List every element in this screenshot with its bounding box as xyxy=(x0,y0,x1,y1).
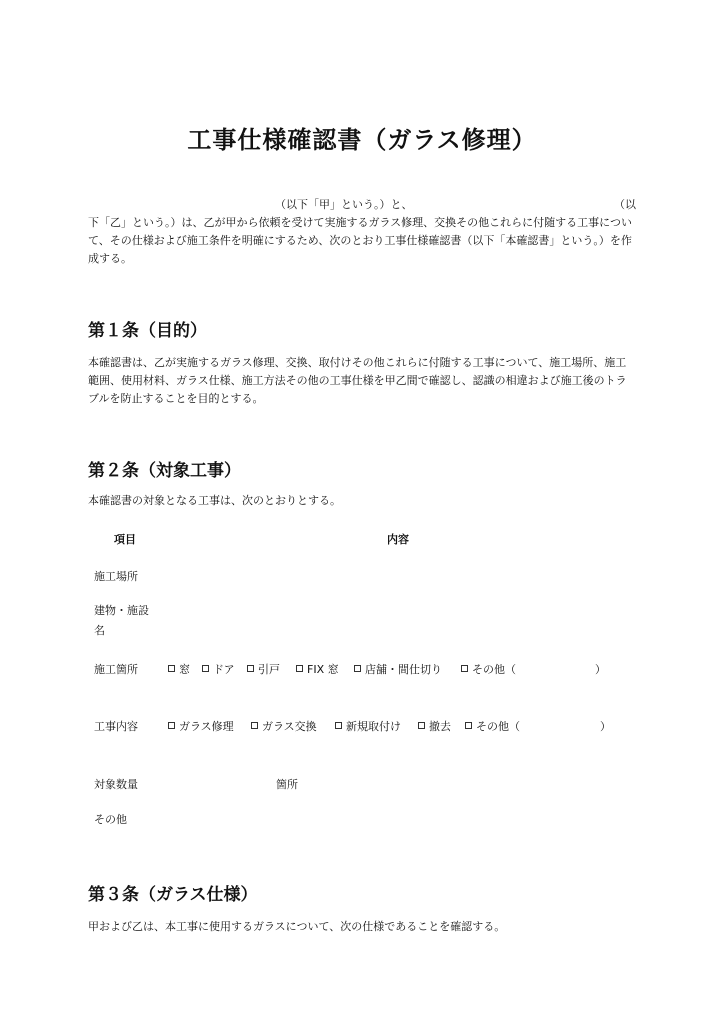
checkbox-icon xyxy=(461,665,468,672)
row-label-quantity: 対象数量 xyxy=(94,778,138,791)
table-header-content: 内容 xyxy=(387,533,409,546)
checkbox-icon xyxy=(296,665,303,672)
area-option-window[interactable]: 窓 xyxy=(168,661,190,677)
area-option-sliding-door[interactable]: 引戸 xyxy=(247,661,280,677)
intro-paragraph: 下「乙」という。）は、乙が甲から依頼を受けて実施するガラス修理、交換その他これらに付随する工事について、その仕様および施工条件を明確にするため、次のとおり工事仕様確認書（以下「本確認書」という。）を作成する。 xyxy=(88,216,632,265)
area-option-fix-window[interactable]: FIX 窓 xyxy=(296,661,339,677)
area-option-other[interactable]: その他（ xyxy=(461,661,516,677)
work-option-removal[interactable]: 撤去 xyxy=(418,718,451,734)
row-label-building: 建物・施設 xyxy=(94,604,149,617)
intro-party-b-open: （以 xyxy=(614,198,636,211)
row-label-building-cont: 名 xyxy=(94,624,105,637)
article-3-heading: 第３条（ガラス仕様） xyxy=(88,885,258,905)
checkbox-icon xyxy=(335,722,342,729)
checkbox-icon xyxy=(251,722,258,729)
article-1-heading: 第１条（目的） xyxy=(88,321,207,341)
checkbox-icon xyxy=(168,722,175,729)
work-option-replace[interactable]: ガラス交換 xyxy=(251,718,317,734)
row-label-work: 工事内容 xyxy=(94,720,138,733)
checkbox-icon xyxy=(465,722,472,729)
area-option-door[interactable]: ドア xyxy=(202,661,235,677)
checkbox-icon xyxy=(418,722,425,729)
row-label-other: その他 xyxy=(94,813,127,826)
area-option-store-partition[interactable]: 店舗・間仕切り xyxy=(354,661,442,677)
checkbox-icon xyxy=(247,665,254,672)
checkbox-icon xyxy=(202,665,209,672)
work-other-close: ） xyxy=(600,720,611,733)
document-title: 工事仕様確認書（ガラス修理） xyxy=(187,126,537,154)
row-label-location: 施工場所 xyxy=(94,570,138,583)
work-option-other[interactable]: その他（ xyxy=(465,718,520,734)
checkbox-icon xyxy=(354,665,361,672)
row-label-area: 施工箇所 xyxy=(94,663,138,676)
article-2-text: 本確認書の対象となる工事は、次のとおりとする。 xyxy=(88,494,341,507)
intro-party-a: （以下「甲」という。）と、 xyxy=(275,198,413,211)
article-1-text: 本確認書は、乙が実施するガラス修理、交換、取付けその他これらに付随する工事について、施工場所、施工範囲、使用材料、ガラス仕様、施工方法その他の工事仕様を甲乙間で確認し、認識の相違および施工後のトラブルを防止することを目的とする。 xyxy=(88,356,627,405)
article-2-heading: 第２条（対象工事） xyxy=(88,461,241,481)
work-option-repair[interactable]: ガラス修理 xyxy=(168,718,234,734)
quantity-unit: 箇所 xyxy=(276,778,298,791)
area-other-close: ） xyxy=(595,663,606,676)
article-3-text: 甲および乙は、本工事に使用するガラスについて、次の仕様であることを確認する。 xyxy=(88,920,506,933)
work-option-new-install[interactable]: 新規取付け xyxy=(335,718,401,734)
table-header-item: 項目 xyxy=(114,533,136,546)
checkbox-icon xyxy=(168,665,175,672)
